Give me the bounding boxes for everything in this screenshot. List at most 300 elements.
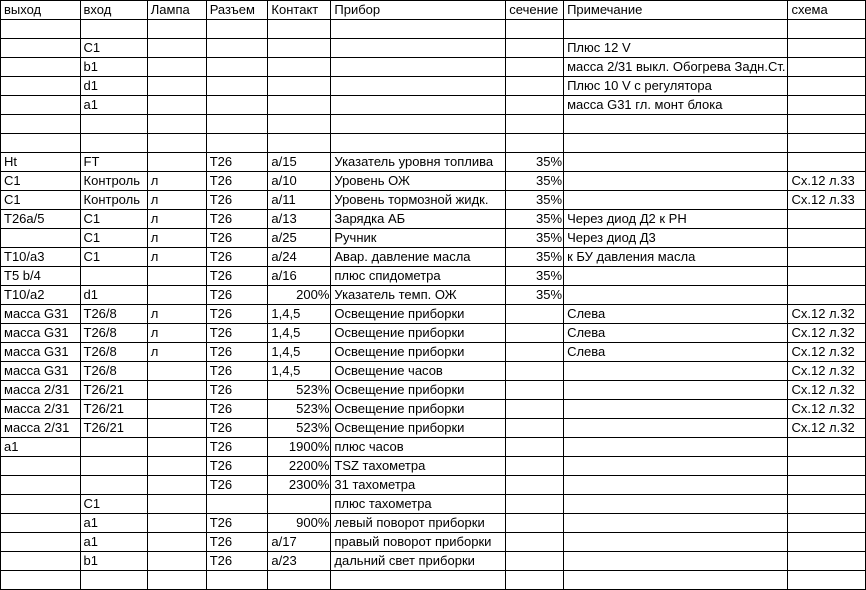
cell-col-connector[interactable]: T26	[206, 400, 268, 419]
cell-col-lamp[interactable]: л	[147, 248, 206, 267]
cell-col-scheme[interactable]: Сх.12 л.32	[788, 400, 866, 419]
cell-col-output[interactable]	[1, 533, 81, 552]
cell-col-input[interactable]: a1	[80, 533, 147, 552]
cell-col-note[interactable]	[564, 153, 788, 172]
cell-col-scheme[interactable]: Сх.12 л.32	[788, 381, 866, 400]
cell-col-section[interactable]	[506, 362, 564, 381]
cell-col-section[interactable]	[506, 58, 564, 77]
cell-col-scheme[interactable]: Сх.12 л.33	[788, 191, 866, 210]
cell-col-note[interactable]	[564, 134, 788, 153]
cell-col-scheme[interactable]: Сх.12 л.32	[788, 324, 866, 343]
cell-col-device[interactable]: Указатель уровня топлива	[331, 153, 506, 172]
cell-col-lamp[interactable]	[147, 20, 206, 39]
cell-col-output[interactable]	[1, 571, 81, 590]
cell-col-section[interactable]	[506, 495, 564, 514]
cell-col-input[interactable]: T26/8	[80, 343, 147, 362]
cell-col-connector[interactable]: T26	[206, 419, 268, 438]
cell-col-section[interactable]	[506, 324, 564, 343]
table-row	[1, 39, 866, 58]
cell-col-section[interactable]: 35%	[506, 286, 564, 305]
table-row	[1, 438, 866, 457]
cell-col-device[interactable]: левый поворот приборки	[331, 514, 506, 533]
cell-col-section[interactable]: 35%	[506, 248, 564, 267]
cell-col-connector[interactable]: T26	[206, 305, 268, 324]
cell-col-section[interactable]	[506, 39, 564, 58]
cell-col-lamp[interactable]: л	[147, 210, 206, 229]
cell-col-contact[interactable]: a/23	[268, 552, 331, 571]
cell-col-device[interactable]: Уровень тормозной жидк.	[331, 191, 506, 210]
cell-col-output[interactable]	[1, 77, 81, 96]
cell-col-contact[interactable]: 1,4,5	[268, 362, 331, 381]
cell-col-contact[interactable]	[268, 58, 331, 77]
table-row	[1, 419, 866, 438]
cell-col-scheme[interactable]: Сх.12 л.32	[788, 305, 866, 324]
cell-col-lamp[interactable]	[147, 552, 206, 571]
cell-col-device[interactable]: плюс тахометра	[331, 495, 506, 514]
cell-col-device[interactable]: плюс часов	[331, 438, 506, 457]
cell-col-device[interactable]	[331, 39, 506, 58]
cell-col-section[interactable]: 35%	[506, 210, 564, 229]
cell-col-note[interactable]	[564, 115, 788, 134]
cell-col-output[interactable]	[1, 20, 81, 39]
table-row	[1, 381, 866, 400]
cell-col-lamp[interactable]	[147, 115, 206, 134]
cell-col-lamp[interactable]	[147, 514, 206, 533]
cell-col-input[interactable]: T26/21	[80, 381, 147, 400]
table-row	[1, 533, 866, 552]
cell-col-device[interactable]: TSZ тахометра	[331, 457, 506, 476]
cell-col-device[interactable]: Указатель темп. ОЖ	[331, 286, 506, 305]
cell-col-output[interactable]	[1, 457, 81, 476]
cell-col-contact[interactable]: 2200%	[268, 457, 331, 476]
cell-col-section[interactable]	[506, 381, 564, 400]
cell-col-device[interactable]	[331, 115, 506, 134]
cell-col-input[interactable]: T26/8	[80, 324, 147, 343]
cell-col-section[interactable]	[506, 96, 564, 115]
cell-col-lamp[interactable]	[147, 362, 206, 381]
header-col-connector[interactable]: Разъем	[206, 1, 268, 20]
cell-col-scheme[interactable]	[788, 533, 866, 552]
cell-col-lamp[interactable]	[147, 153, 206, 172]
cell-col-note[interactable]	[564, 267, 788, 286]
cell-col-lamp[interactable]: л	[147, 343, 206, 362]
cell-col-device[interactable]: Освещение приборки	[331, 305, 506, 324]
cell-col-scheme[interactable]	[788, 134, 866, 153]
cell-col-note[interactable]	[564, 381, 788, 400]
cell-col-device[interactable]: Ручник	[331, 229, 506, 248]
cell-col-section[interactable]	[506, 343, 564, 362]
cell-col-output[interactable]	[1, 495, 81, 514]
cell-col-contact[interactable]: a/17	[268, 533, 331, 552]
cell-col-section[interactable]: 35%	[506, 267, 564, 286]
cell-col-note[interactable]: Слева	[564, 324, 788, 343]
cell-col-section[interactable]	[506, 419, 564, 438]
cell-col-scheme[interactable]	[788, 96, 866, 115]
cell-col-contact[interactable]	[268, 115, 331, 134]
cell-col-note[interactable]: Плюс 10 V с регулятора	[564, 77, 788, 96]
cell-col-input[interactable]: FT	[80, 153, 147, 172]
cell-col-input[interactable]: T26/21	[80, 419, 147, 438]
cell-col-contact[interactable]	[268, 77, 331, 96]
table-row	[1, 362, 866, 381]
cell-col-contact[interactable]	[268, 39, 331, 58]
cell-col-device[interactable]: 31 тахометра	[331, 476, 506, 495]
cell-col-input[interactable]: T26/8	[80, 362, 147, 381]
cell-col-connector[interactable]: T26	[206, 552, 268, 571]
cell-col-input[interactable]: a1	[80, 96, 147, 115]
cell-col-input[interactable]: d1	[80, 286, 147, 305]
cell-col-contact[interactable]: 1900%	[268, 438, 331, 457]
cell-col-device[interactable]: дальний свет приборки	[331, 552, 506, 571]
table-row	[1, 514, 866, 533]
cell-col-connector[interactable]	[206, 495, 268, 514]
cell-col-contact[interactable]	[268, 20, 331, 39]
cell-col-lamp[interactable]: л	[147, 324, 206, 343]
cell-col-device[interactable]	[331, 96, 506, 115]
cell-col-output[interactable]: a1	[1, 438, 81, 457]
cell-col-contact[interactable]: a/15	[268, 153, 331, 172]
cell-col-input[interactable]: b1	[80, 552, 147, 571]
table-row	[1, 191, 866, 210]
cell-col-device[interactable]: Освещение приборки	[331, 419, 506, 438]
cell-col-input[interactable]: Контроль	[80, 172, 147, 191]
cell-col-note[interactable]	[564, 552, 788, 571]
cell-col-scheme[interactable]	[788, 153, 866, 172]
cell-col-note[interactable]: Плюс 12 V	[564, 39, 788, 58]
cell-col-connector[interactable]: T26	[206, 210, 268, 229]
cell-col-output[interactable]: T5 b/4	[1, 267, 81, 286]
cell-col-section[interactable]	[506, 115, 564, 134]
cell-col-output[interactable]	[1, 115, 81, 134]
cell-col-contact[interactable]: a/11	[268, 191, 331, 210]
header-col-output[interactable]: выход	[1, 1, 81, 20]
cell-col-section[interactable]	[506, 305, 564, 324]
cell-col-contact[interactable]	[268, 495, 331, 514]
cell-col-lamp[interactable]	[147, 438, 206, 457]
cell-col-lamp[interactable]	[147, 77, 206, 96]
cell-col-output[interactable]	[1, 229, 81, 248]
cell-col-lamp[interactable]	[147, 476, 206, 495]
cell-col-scheme[interactable]	[788, 229, 866, 248]
cell-col-section[interactable]	[506, 457, 564, 476]
cell-col-connector[interactable]: T26	[206, 229, 268, 248]
cell-col-lamp[interactable]	[147, 495, 206, 514]
cell-col-scheme[interactable]	[788, 20, 866, 39]
cell-col-connector[interactable]: T26	[206, 457, 268, 476]
cell-col-section[interactable]	[506, 134, 564, 153]
cell-col-input[interactable]: T26/21	[80, 400, 147, 419]
cell-col-input[interactable]: T26/8	[80, 305, 147, 324]
cell-col-scheme[interactable]	[788, 267, 866, 286]
cell-col-input[interactable]: C1	[80, 210, 147, 229]
cell-col-connector[interactable]	[206, 39, 268, 58]
cell-col-connector[interactable]: T26	[206, 381, 268, 400]
cell-col-device[interactable]: Освещение приборки	[331, 400, 506, 419]
cell-col-lamp[interactable]	[147, 419, 206, 438]
cell-col-note[interactable]	[564, 495, 788, 514]
cell-col-contact[interactable]: a/25	[268, 229, 331, 248]
cell-col-lamp[interactable]	[147, 381, 206, 400]
cell-col-lamp[interactable]	[147, 58, 206, 77]
cell-col-scheme[interactable]: Сх.12 л.32	[788, 419, 866, 438]
cell-col-connector[interactable]	[206, 571, 268, 590]
cell-col-lamp[interactable]	[147, 39, 206, 58]
cell-col-scheme[interactable]: Сх.12 л.32	[788, 343, 866, 362]
table-row	[1, 476, 866, 495]
header-col-scheme[interactable]: схема	[788, 1, 866, 20]
cell-col-input[interactable]: C1	[80, 229, 147, 248]
cell-col-scheme[interactable]	[788, 248, 866, 267]
cell-col-connector[interactable]: T26	[206, 286, 268, 305]
cell-col-contact[interactable]: a/16	[268, 267, 331, 286]
cell-col-connector[interactable]: T26	[206, 438, 268, 457]
cell-col-note[interactable]: Через диод Д3	[564, 229, 788, 248]
cell-col-connector[interactable]: T26	[206, 514, 268, 533]
cell-col-connector[interactable]: T26	[206, 248, 268, 267]
cell-col-device[interactable]: Освещение приборки	[331, 324, 506, 343]
cell-col-lamp[interactable]: л	[147, 172, 206, 191]
cell-col-section[interactable]: 35%	[506, 229, 564, 248]
cell-col-lamp[interactable]	[147, 267, 206, 286]
cell-col-connector[interactable]	[206, 58, 268, 77]
cell-col-connector[interactable]	[206, 20, 268, 39]
cell-col-output[interactable]	[1, 58, 81, 77]
cell-col-section[interactable]: 35%	[506, 153, 564, 172]
cell-col-section[interactable]: 35%	[506, 172, 564, 191]
cell-col-device[interactable]: плюс спидометра	[331, 267, 506, 286]
cell-col-note[interactable]	[564, 400, 788, 419]
cell-col-contact[interactable]: a/10	[268, 172, 331, 191]
cell-col-contact[interactable]: 523%	[268, 400, 331, 419]
cell-col-output[interactable]: масса 2/31	[1, 419, 81, 438]
cell-col-note[interactable]	[564, 172, 788, 191]
cell-col-device[interactable]: Освещение приборки	[331, 343, 506, 362]
cell-col-scheme[interactable]	[788, 210, 866, 229]
cell-col-input[interactable]	[80, 134, 147, 153]
cell-col-output[interactable]: масса G31	[1, 343, 81, 362]
table-row	[1, 267, 866, 286]
cell-col-output[interactable]	[1, 39, 81, 58]
cell-col-input[interactable]: b1	[80, 58, 147, 77]
table-row	[1, 552, 866, 571]
cell-col-lamp[interactable]	[147, 134, 206, 153]
header-col-lamp[interactable]: Лампа	[147, 1, 206, 20]
cell-col-output[interactable]: масса G31	[1, 362, 81, 381]
cell-col-device[interactable]: правый поворот приборки	[331, 533, 506, 552]
table-row	[1, 210, 866, 229]
cell-col-scheme[interactable]	[788, 115, 866, 134]
table-row	[1, 343, 866, 362]
cell-col-note[interactable]: Слева	[564, 305, 788, 324]
cell-col-connector[interactable]: T26	[206, 191, 268, 210]
cell-col-device[interactable]	[331, 571, 506, 590]
cell-col-lamp[interactable]: л	[147, 229, 206, 248]
cell-col-lamp[interactable]	[147, 457, 206, 476]
cell-col-connector[interactable]: T26	[206, 533, 268, 552]
cell-col-note[interactable]: масса G31 гл. монт блока	[564, 96, 788, 115]
cell-col-contact[interactable]: a/13	[268, 210, 331, 229]
cell-col-note[interactable]: к БУ давления масла	[564, 248, 788, 267]
cell-col-output[interactable]: T10/a3	[1, 248, 81, 267]
cell-col-lamp[interactable]	[147, 286, 206, 305]
cell-col-device[interactable]: Авар. давление масла	[331, 248, 506, 267]
cell-col-scheme[interactable]	[788, 571, 866, 590]
cell-col-output[interactable]: C1	[1, 191, 81, 210]
cell-col-note[interactable]	[564, 514, 788, 533]
cell-col-lamp[interactable]: л	[147, 191, 206, 210]
cell-col-input[interactable]: C1	[80, 39, 147, 58]
cell-col-section[interactable]	[506, 514, 564, 533]
header-col-contact[interactable]: Контакт	[268, 1, 331, 20]
cell-col-connector[interactable]: T26	[206, 343, 268, 362]
cell-col-lamp[interactable]	[147, 571, 206, 590]
cell-col-contact[interactable]: 2300%	[268, 476, 331, 495]
cell-col-section[interactable]	[506, 400, 564, 419]
cell-col-section[interactable]	[506, 77, 564, 96]
cell-col-input[interactable]: a1	[80, 514, 147, 533]
cell-col-output[interactable]: Ht	[1, 153, 81, 172]
cell-col-scheme[interactable]	[788, 514, 866, 533]
cell-col-device[interactable]	[331, 77, 506, 96]
cell-col-connector[interactable]	[206, 96, 268, 115]
cell-col-note[interactable]: масса 2/31 выкл. Обогрева Задн.Ст.	[564, 58, 788, 77]
cell-col-note[interactable]: Слева	[564, 343, 788, 362]
cell-col-note[interactable]	[564, 362, 788, 381]
cell-col-connector[interactable]	[206, 77, 268, 96]
cell-col-section[interactable]	[506, 571, 564, 590]
header-col-section[interactable]: сечение	[506, 1, 564, 20]
cell-col-lamp[interactable]	[147, 96, 206, 115]
cell-col-note[interactable]	[564, 533, 788, 552]
cell-col-connector[interactable]: T26	[206, 324, 268, 343]
cell-col-scheme[interactable]	[788, 77, 866, 96]
cell-col-scheme[interactable]: Сх.12 л.32	[788, 362, 866, 381]
cell-col-note[interactable]	[564, 191, 788, 210]
cell-col-output[interactable]	[1, 96, 81, 115]
cell-col-input[interactable]	[80, 438, 147, 457]
cell-col-connector[interactable]: T26	[206, 267, 268, 286]
cell-col-scheme[interactable]: Сх.12 л.33	[788, 172, 866, 191]
cell-col-scheme[interactable]	[788, 58, 866, 77]
cell-col-contact[interactable]: 523%	[268, 381, 331, 400]
cell-col-input[interactable]: Контроль	[80, 191, 147, 210]
cell-col-output[interactable]: T10/a2	[1, 286, 81, 305]
cell-col-note[interactable]	[564, 457, 788, 476]
table-row	[1, 495, 866, 514]
table-row	[1, 172, 866, 191]
table-row	[1, 77, 866, 96]
cell-col-output[interactable]: масса G31	[1, 305, 81, 324]
cell-col-section[interactable]	[506, 552, 564, 571]
cell-col-lamp[interactable]	[147, 533, 206, 552]
cell-col-input[interactable]	[80, 115, 147, 134]
header-col-device[interactable]: Прибор	[331, 1, 506, 20]
cell-col-note[interactable]	[564, 438, 788, 457]
cell-col-output[interactable]	[1, 476, 81, 495]
cell-col-section[interactable]	[506, 533, 564, 552]
cell-col-contact[interactable]	[268, 571, 331, 590]
cell-col-connector[interactable]: T26	[206, 172, 268, 191]
cell-col-section[interactable]	[506, 476, 564, 495]
cell-col-section[interactable]	[506, 438, 564, 457]
table-row	[1, 229, 866, 248]
cell-col-device[interactable]: Освещение часов	[331, 362, 506, 381]
cell-col-input[interactable]	[80, 267, 147, 286]
cell-col-output[interactable]	[1, 134, 81, 153]
cell-col-device[interactable]: Зарядка АБ	[331, 210, 506, 229]
cell-col-scheme[interactable]	[788, 286, 866, 305]
cell-col-device[interactable]: Освещение приборки	[331, 381, 506, 400]
cell-col-note[interactable]	[564, 20, 788, 39]
cell-col-contact[interactable]	[268, 96, 331, 115]
header-col-input[interactable]: вход	[80, 1, 147, 20]
cell-col-contact[interactable]: a/24	[268, 248, 331, 267]
cell-col-connector[interactable]: T26	[206, 476, 268, 495]
cell-col-connector[interactable]: T26	[206, 153, 268, 172]
cell-col-contact[interactable]: 1,4,5	[268, 343, 331, 362]
cell-col-input[interactable]	[80, 457, 147, 476]
table-row	[1, 96, 866, 115]
cell-col-scheme[interactable]	[788, 476, 866, 495]
header-col-note[interactable]: Примечание	[564, 1, 788, 20]
cell-col-device[interactable]	[331, 20, 506, 39]
cell-col-note[interactable]	[564, 571, 788, 590]
table-row	[1, 324, 866, 343]
cell-col-scheme[interactable]	[788, 39, 866, 58]
cell-col-input[interactable]: d1	[80, 77, 147, 96]
cell-col-contact[interactable]: 200%	[268, 286, 331, 305]
cell-col-note[interactable]	[564, 419, 788, 438]
cell-col-scheme[interactable]	[788, 495, 866, 514]
cell-col-contact[interactable]: 1,4,5	[268, 324, 331, 343]
cell-col-output[interactable]: масса 2/31	[1, 381, 81, 400]
cell-col-output[interactable]	[1, 552, 81, 571]
cell-col-input[interactable]	[80, 571, 147, 590]
cell-col-output[interactable]: C1	[1, 172, 81, 191]
cell-col-output[interactable]: масса G31	[1, 324, 81, 343]
cell-col-input[interactable]	[80, 476, 147, 495]
cell-col-connector[interactable]	[206, 115, 268, 134]
cell-col-lamp[interactable]: л	[147, 305, 206, 324]
cell-col-contact[interactable]: 1,4,5	[268, 305, 331, 324]
cell-col-output[interactable]	[1, 514, 81, 533]
cell-col-lamp[interactable]	[147, 400, 206, 419]
cell-col-output[interactable]: масса 2/31	[1, 400, 81, 419]
cell-col-contact[interactable]	[268, 134, 331, 153]
cell-col-input[interactable]: C1	[80, 248, 147, 267]
cell-col-note[interactable]	[564, 286, 788, 305]
cell-col-device[interactable]: Уровень ОЖ	[331, 172, 506, 191]
cell-col-device[interactable]	[331, 58, 506, 77]
cell-col-contact[interactable]: 523%	[268, 419, 331, 438]
cell-col-note[interactable]: Через диод Д2 к РН	[564, 210, 788, 229]
cell-col-input[interactable]	[80, 20, 147, 39]
cell-col-contact[interactable]: 900%	[268, 514, 331, 533]
cell-col-connector[interactable]	[206, 134, 268, 153]
cell-col-output[interactable]: T26a/5	[1, 210, 81, 229]
cell-col-scheme[interactable]	[788, 552, 866, 571]
cell-col-connector[interactable]: T26	[206, 362, 268, 381]
cell-col-note[interactable]	[564, 476, 788, 495]
cell-col-section[interactable]: 35%	[506, 191, 564, 210]
table-row	[1, 115, 866, 134]
cell-col-input[interactable]: C1	[80, 495, 147, 514]
cell-col-scheme[interactable]	[788, 438, 866, 457]
cell-col-section[interactable]	[506, 20, 564, 39]
table-row	[1, 400, 866, 419]
cell-col-scheme[interactable]	[788, 457, 866, 476]
cell-col-device[interactable]	[331, 134, 506, 153]
